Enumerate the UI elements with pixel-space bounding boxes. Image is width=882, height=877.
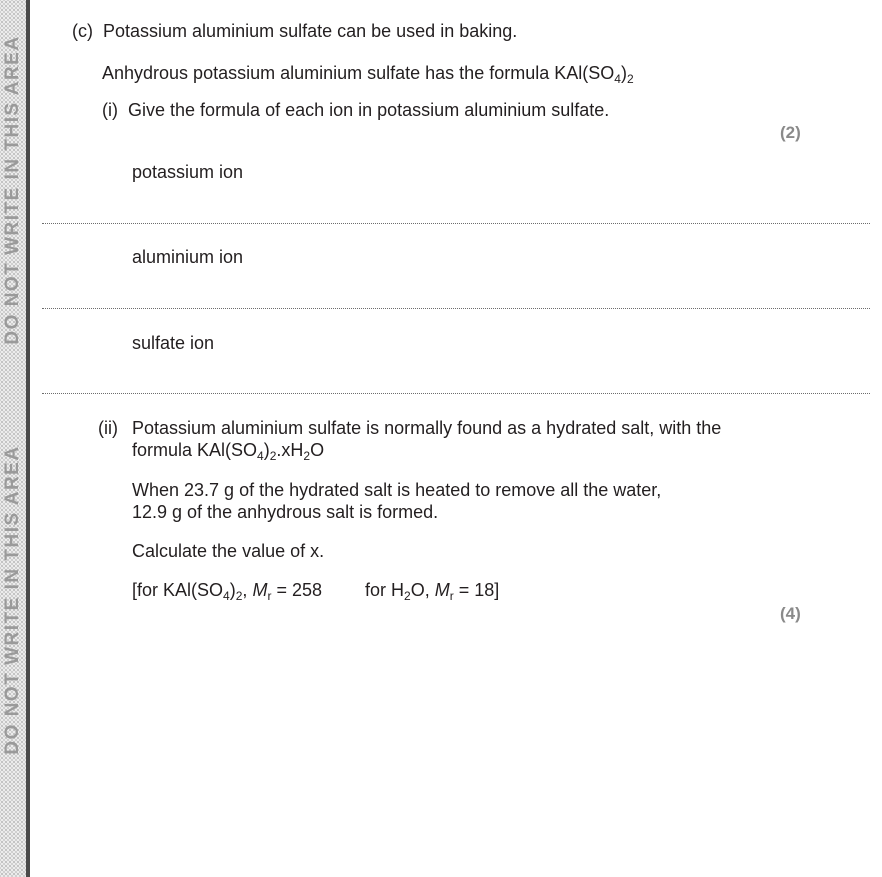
data-water-mr: for $H_2O$, $M_r = 18$] [365, 580, 500, 603]
part-ii-para-line1: When 23.7 g of the hydrated salt is heated to remove all the water, [132, 480, 662, 500]
part-ii-instruction: Calculate the value of x. [132, 541, 325, 561]
part-i-text: Give the formula of each ion in potassium aluminium sulfate. [128, 100, 610, 120]
part-i-label: (i) [102, 100, 118, 120]
part-ii-marks: (4) [780, 604, 801, 623]
part-ii-label: (ii) [98, 418, 118, 438]
data-kal-so4-mr: [for $KAl(SO_4)_2$, $M_r = 258$ [132, 580, 322, 603]
answer-label-aluminium-ion: aluminium ion [132, 247, 244, 267]
part-i-question [102, 99, 609, 121]
part-ii-para-line2: 12.9 g of the anhydrous salt is formed. [132, 502, 439, 522]
working-area[interactable] [42, 630, 870, 870]
question-c [72, 20, 517, 42]
margin-warning-top: DO NOT WRITE IN THIS AREA [2, 35, 23, 345]
anhydrous-formula: $KAl(SO_4)_2$ [554, 63, 634, 86]
question-c-label: (c) [72, 21, 93, 41]
formula-statement [102, 62, 634, 84]
answer-label-potassium-ion: potassium ion [132, 162, 244, 182]
answer-line-aluminium-ion[interactable] [42, 308, 870, 309]
formula-sentence: Anhydrous potassium aluminium sulfate has the formula [102, 63, 550, 83]
answer-label-sulfate-ion: sulfate ion [132, 333, 215, 353]
part-ii-line1: Potassium aluminium sulfate is normally found as a hydrated salt, with the [132, 418, 722, 438]
margin-strip [0, 0, 26, 877]
question-c-text: Potassium aluminium sulfate can be used in baking. [103, 21, 518, 41]
answer-line-potassium-ion[interactable] [42, 223, 870, 224]
margin-warning-bottom: DO NOT WRITE IN THIS AREA [2, 445, 23, 755]
answer-line-sulfate-ion[interactable] [42, 393, 870, 394]
hydrated-formula: formula $KAl(SO_4)_2.xH_2O$ [132, 440, 325, 463]
margin-rule [26, 0, 30, 877]
part-i-marks: (2) [780, 123, 801, 142]
